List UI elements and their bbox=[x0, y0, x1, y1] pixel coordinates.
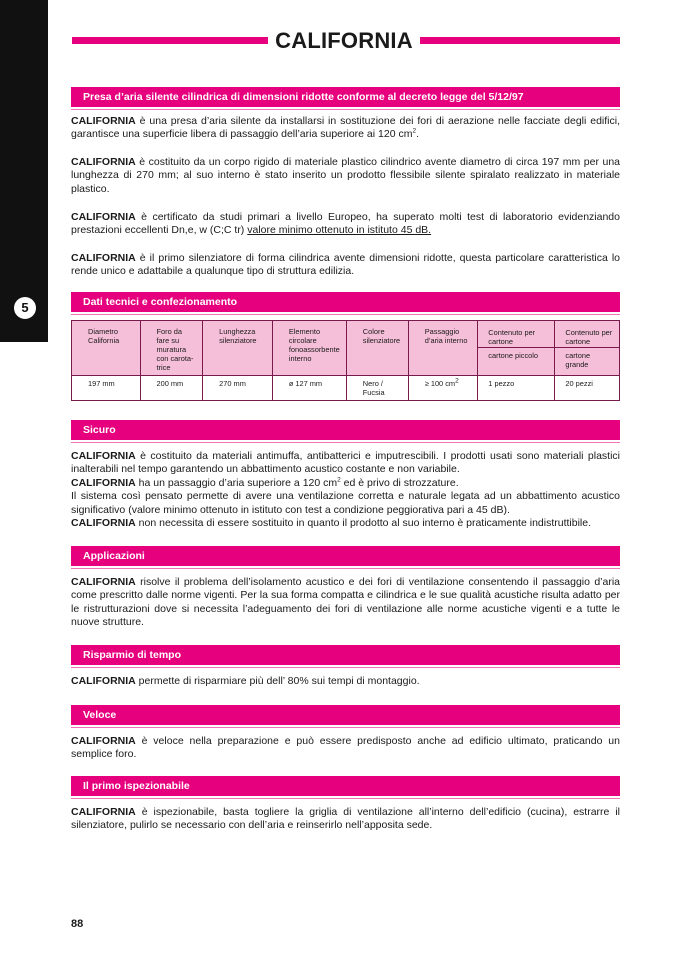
specs-header-cell: Passaggio d’aria interno bbox=[408, 321, 478, 376]
specs-subheader-cell: cartone grande bbox=[565, 351, 591, 369]
brand-name: CALIFORNIA bbox=[71, 115, 136, 127]
specs-values-row bbox=[72, 376, 620, 401]
section-heading-applicazioni: Applicazioni bbox=[71, 546, 620, 566]
section-heading-risparmio: Risparmio di tempo bbox=[71, 645, 620, 665]
brand-name: CALIFORNIA bbox=[71, 476, 136, 489]
brand-name: CALIFORNIA bbox=[71, 252, 136, 264]
specs-header-cell: Elemento circolare fonoassorbente interno bbox=[272, 321, 346, 376]
specs-header-cell: Colore silenziatore bbox=[346, 321, 408, 376]
brand-name: CALIFORNIA bbox=[71, 517, 136, 530]
applicazioni-paragraph: CALIFORNIA risolve il problema dell’isolamento acustico e dei fori di ventilazione consentendo il passaggio d’aria come prescritto dalle norme vigenti. Per la sua forma compatta e cilindrica e le sue qualità acustiche risulta adatto per le ristrutturazioni dove si necessita l’adeguamento dei fori di ventilazione alle norme acustiche vigenti e a tutte le nuove strutture. bbox=[71, 576, 620, 629]
brand-name: CALIFORNIA bbox=[71, 576, 136, 588]
page-title-row bbox=[72, 28, 620, 54]
veloce-paragraph: CALIFORNIA è veloce nella preparazione e può essere predisposto anche ad edificio ultimato, praticando un semplice foro. bbox=[71, 735, 620, 761]
specs-header-cell: Diametro California bbox=[72, 321, 141, 376]
chapter-side-tab bbox=[0, 0, 48, 342]
specs-value-cell: ø 127 mm bbox=[272, 376, 346, 401]
title-bar-right bbox=[420, 37, 620, 44]
specs-value-cell: 270 mm bbox=[203, 376, 273, 401]
specs-header-cell: Foro da fare su muratura con carota-trice bbox=[140, 321, 203, 376]
brand-name: CALIFORNIA bbox=[71, 735, 136, 747]
specs-header-cell: Contenuto per cartone bbox=[478, 321, 554, 348]
brand-name: CALIFORNIA bbox=[71, 211, 136, 223]
intro-paragraph-2: CALIFORNIA è costituito da un corpo rigido di materiale plastico cilindrico avente diametro di circa 197 mm per una lunghezza di 270 mm; al suo interno è stato inserito un prodotto flessibile silente spiralato realizzato in materiale plastico. bbox=[71, 156, 620, 195]
specs-value-cell: 200 mm bbox=[140, 376, 203, 401]
specs-value-cell: 197 mm bbox=[72, 376, 141, 401]
brand-name: CALIFORNIA bbox=[71, 156, 136, 168]
sicuro-paragraph: CALIFORNIA è costituito da materiali antimuffa, antibatterici e imputrescibili. I prodotti usati sono materiali plastici inalterabili nel tempo garantendo un abbattimento acustico costante e non variabile. CALIFORNIA ha un passaggio d’aria superiore a 120 $cm^2$ ed è privo di strozzature. Il sistema così pensato permette di avere una ventilazione corretta e naturale legata ad un abbattimento acustico significativo (valore minimo ottenuto in istituto con test a condizione peggiorativa pari a 45 dB). CALIFORNIA non necessita di essere sostituito in quanto il prodotto al suo interno è praticamente indistruttibile. bbox=[71, 450, 620, 530]
brand-name: CALIFORNIA bbox=[71, 806, 136, 818]
page-number: 88 bbox=[71, 918, 84, 930]
specs-subheader-cell: cartone piccolo bbox=[488, 351, 539, 360]
specs-table bbox=[71, 320, 620, 401]
intro-paragraph-4: CALIFORNIA è il primo silenziatore di forma cilindrica avente dimensioni ridotte, questa particolare caratteristica lo rende unico e adattabile a qualunque tipo di struttura edilizia. bbox=[71, 252, 620, 278]
risparmio-paragraph: CALIFORNIA permette di risparmiare più dell’ 80% sui tempi di montaggio. bbox=[71, 675, 420, 687]
page-title: CALIFORNIA bbox=[275, 28, 413, 53]
intro-paragraph-3: CALIFORNIA è certificato da studi primari a livello Europeo, ha superato molti test di laboratorio evidenziando prestazioni eccellenti Dn,e, w (C;C tr) valore minimo ottenuto in istituto 45 dB. bbox=[71, 211, 620, 237]
intro-paragraph-1: CALIFORNIA è una presa d’aria silente da installarsi in sostituzione dei fori di aerazione nelle facciate degli edifici, garantisce una superficie libera di passaggio dell’aria superiore ai 120 $cm^2$. bbox=[71, 115, 620, 141]
brand-name: CALIFORNIA bbox=[71, 450, 136, 462]
specs-header-cell: Contenuto per cartone bbox=[555, 321, 619, 348]
ispezionabile-paragraph: CALIFORNIA è ispezionabile, basta togliere la griglia di ventilazione all’interno dell’edificio (cucina), estrarre il silenziatore, pulirlo se necessario con dell’aria e reinserirlo nell’apposita sede. bbox=[71, 806, 620, 832]
specs-header-cell-split bbox=[478, 321, 555, 376]
section-heading-ispezionabile: Il primo ispezionabile bbox=[71, 776, 620, 796]
specs-header-row bbox=[72, 321, 620, 376]
certified-value: valore minimo ottenuto in istituto 45 dB. bbox=[247, 224, 432, 237]
specs-value-cell: 1 pezzo bbox=[478, 376, 555, 401]
section-heading-veloce: Veloce bbox=[71, 705, 620, 725]
section-heading-specs: Dati tecnici e confezionamento bbox=[71, 292, 620, 312]
section-heading-sicuro: Sicuro bbox=[71, 420, 620, 440]
specs-value-cell: Nero / Fucsia bbox=[346, 376, 408, 401]
chapter-number-badge: 5 bbox=[14, 297, 36, 319]
title-bar-left bbox=[72, 37, 268, 44]
specs-header-cell-split bbox=[555, 321, 620, 376]
section-heading-intro: Presa d’aria silente cilindrica di dimensioni ridotte conforme al decreto legge del 5/12/97 bbox=[71, 87, 620, 107]
specs-value-cell: 20 pezzi bbox=[555, 376, 620, 401]
specs-header-cell: Lunghezza silenziatore bbox=[203, 321, 273, 376]
specs-value-cell-passage: ≥ 100 $cm^2$ bbox=[408, 376, 478, 401]
brand-name: CALIFORNIA bbox=[71, 675, 136, 687]
